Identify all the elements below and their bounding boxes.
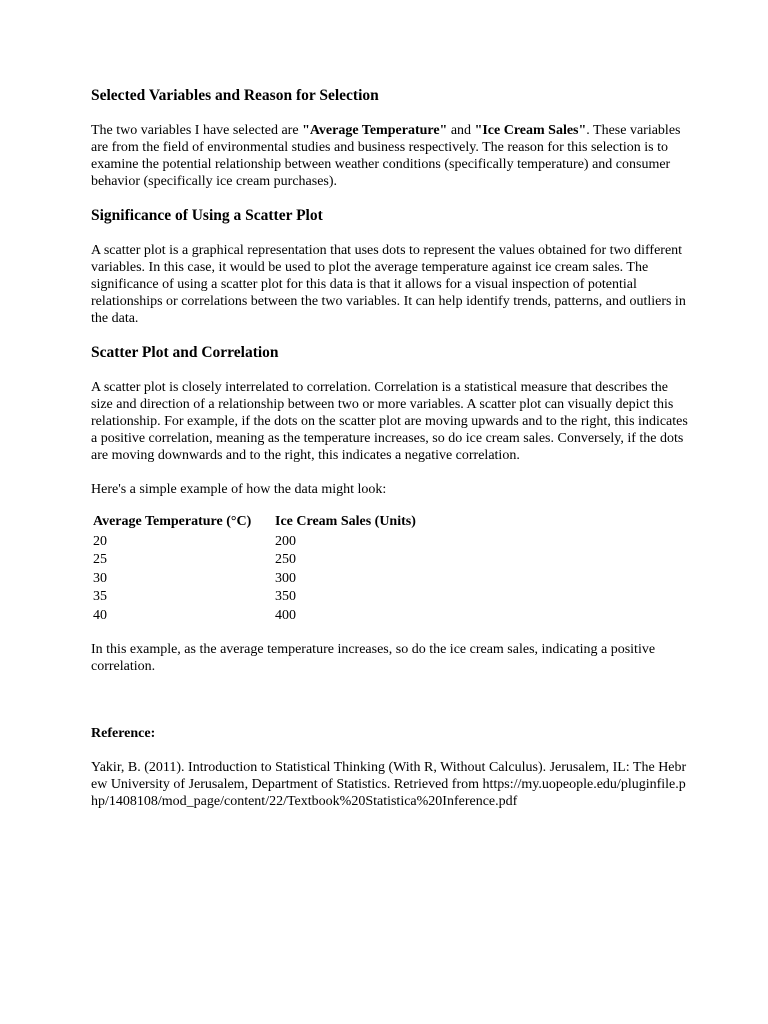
table-row — [93, 551, 416, 570]
heading-scatter-correlation: Scatter Plot and Correlation — [91, 344, 279, 361]
table-cell-temperature: 30 — [93, 570, 107, 586]
variable-ice-cream-sales: "Ice Cream Sales" — [474, 123, 587, 138]
variable-average-temperature: "Average Temperature" — [302, 123, 448, 138]
table-header-row — [93, 513, 416, 533]
table-row — [93, 607, 416, 626]
table-cell-sales: 300 — [275, 570, 296, 586]
table-cell-sales: 250 — [275, 552, 296, 568]
example-data-table — [93, 513, 416, 626]
table-cell-sales: 400 — [275, 607, 296, 623]
table-cell-temperature: 40 — [93, 607, 107, 623]
reference-heading: Reference: — [91, 725, 156, 741]
table-cell-sales: 350 — [275, 589, 296, 605]
table-cell-temperature: 35 — [93, 589, 107, 605]
reference-url[interactable]: https://my.uopeople.edu/pluginfile.php/1408108/mod_page/content/22/Textbook%20Statistica%20Inference.pdf — [91, 776, 686, 809]
paragraph-conclusion: In this example, as the average temperature increases, so do the ice cream sales, indicating a positive correlation. — [91, 641, 656, 674]
text-intro: The two variables I have selected are — [91, 123, 303, 138]
table-header-sales: Ice Cream Sales (Units) — [275, 514, 416, 529]
paragraph-example-intro: Here's a simple example of how the data might look: — [91, 482, 387, 497]
text-rest: . These variables are from the field of environmental studies and business respectively. The reason for this selection is to examine the potential relationship between weather conditions (specifically temperature) and consumer behavior (specifically ice cream purchases). — [91, 123, 681, 189]
reference-citation — [91, 759, 691, 810]
paragraph-scatter-significance: A scatter plot is a graphical representation that uses dots to represent the values obtained for two different variables. In this case, it would be used to plot the average temperature against ice cream sales. The significance of using a scatter plot for this data is that it allows for a visual inspection of potential relationships or correlations between the two variables. It can help identify trends, patterns, and outliers in the data. — [91, 243, 686, 326]
table-row — [93, 570, 416, 589]
table-header-temperature: Average Temperature (°C) — [93, 514, 252, 529]
text-and: and — [447, 123, 475, 138]
table-cell-sales: 200 — [275, 533, 296, 549]
reference-citation-text: Yakir, B. (2011). Introduction to Statistical Thinking (With R, Without Calculus). Jerusalem, IL: The Hebrew University of Jerusalem, Department of Statistics. Retrieved from — [91, 759, 687, 792]
document-page — [91, 86, 691, 810]
table-row — [93, 533, 416, 552]
paragraph-scatter-correlation: A scatter plot is closely interrelated to correlation. Correlation is a statistical measure that describes the size and direction of a relationship between two or more variables. A scatter plot can visually depict this relationship. For example, if the dots on the scatter plot are moving upwards and to the right, this indicates a positive correlation, meaning as the temperature increases, so do ice cream sales. Conversely, if the dots are moving downwards and to the right, this indicates a negative correlation. — [91, 380, 688, 463]
heading-scatter-significance: Significance of Using a Scatter Plot — [91, 207, 323, 224]
table-row — [93, 588, 416, 607]
table-cell-temperature: 25 — [93, 552, 107, 568]
table-cell-temperature: 20 — [93, 533, 107, 549]
paragraph-selected-variables — [91, 122, 691, 190]
heading-selected-variables: Selected Variables and Reason for Selection — [91, 87, 379, 104]
